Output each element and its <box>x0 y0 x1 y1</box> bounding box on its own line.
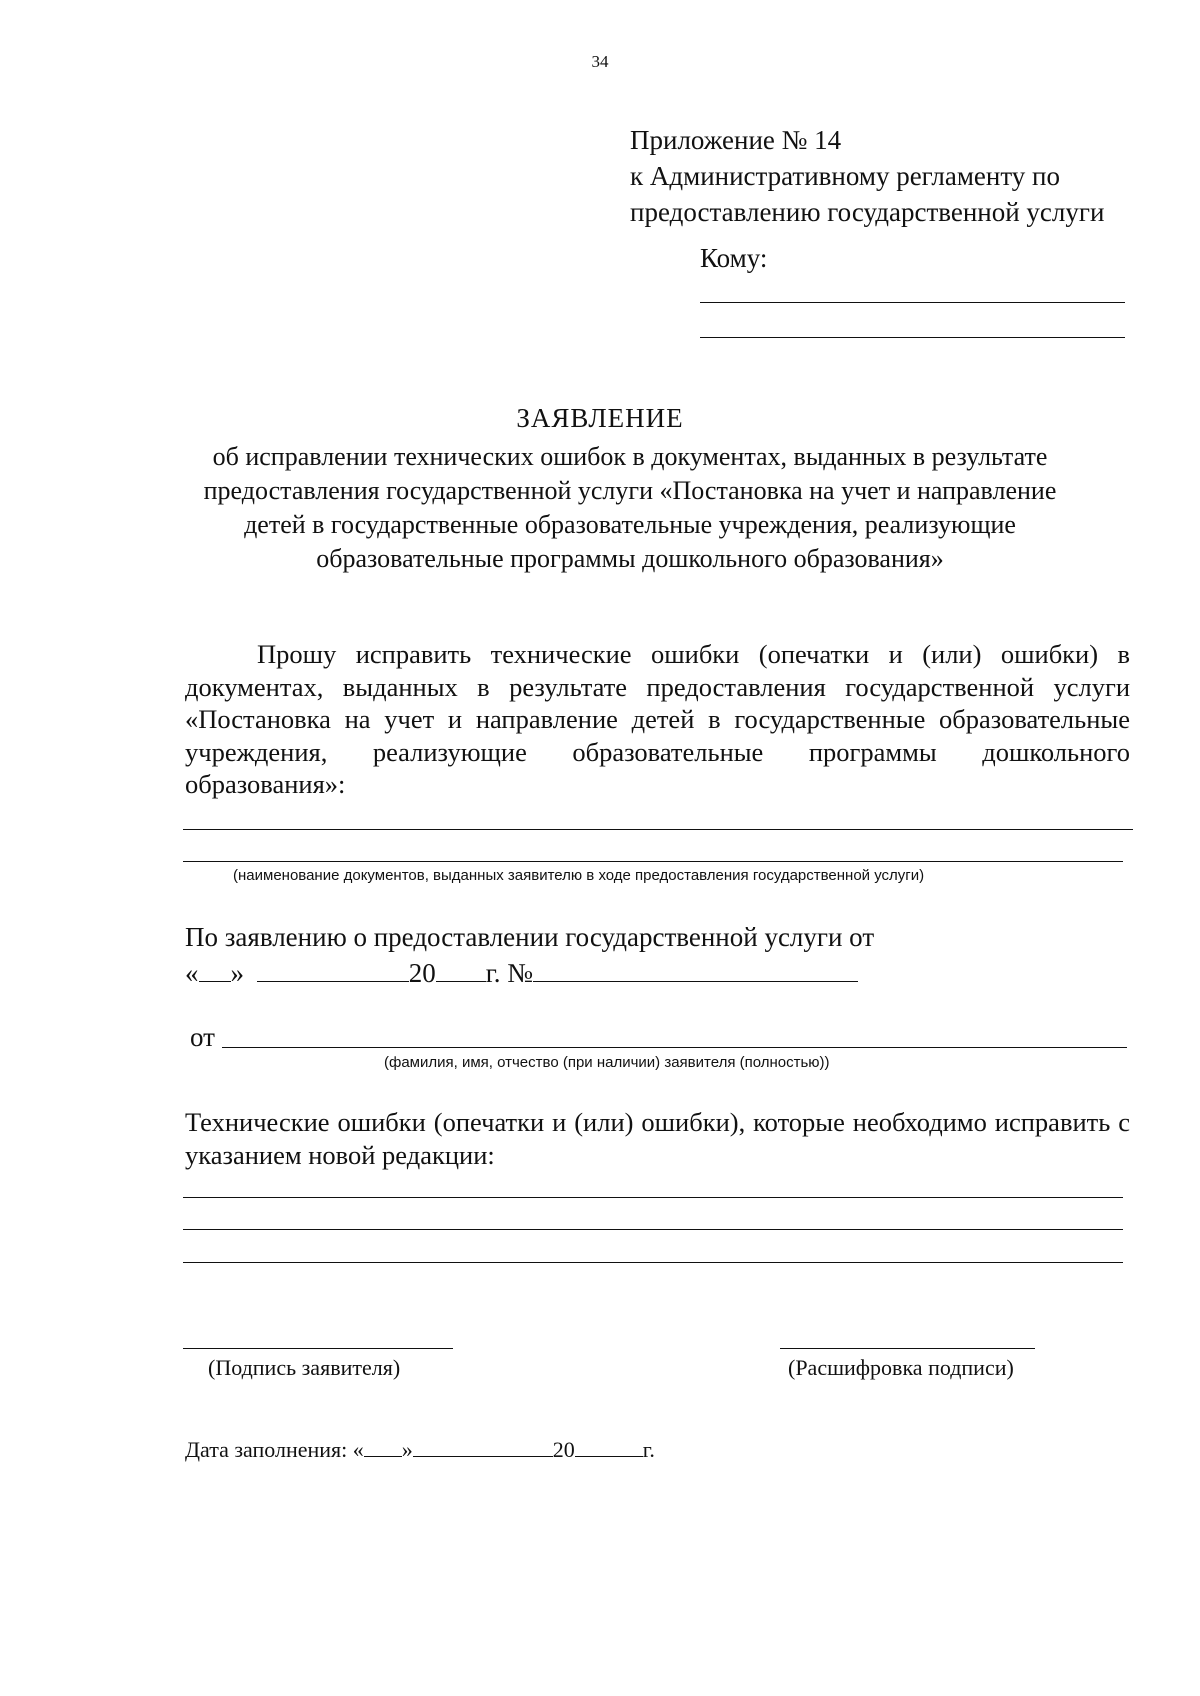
close-quote: » <box>230 958 244 988</box>
document-subtitle <box>150 440 1110 576</box>
subtitle-line-3: детей в государственные образовательные учреждения, реализующие <box>244 510 1016 539</box>
document-title: ЗАЯВЛЕНИЕ <box>516 403 684 433</box>
signature-label: (Подпись заявителя) <box>208 1355 401 1380</box>
fill-date-close-quote: » <box>401 1437 413 1462</box>
recipient-line-2[interactable] <box>700 337 1125 338</box>
application-month-blank[interactable] <box>257 959 409 982</box>
page-number: 34 <box>591 52 609 71</box>
from-line[interactable] <box>222 1047 1127 1048</box>
signature-decoding-line[interactable] <box>780 1348 1035 1349</box>
year-prefix: 20 <box>408 958 436 988</box>
application-day-blank[interactable] <box>199 959 231 982</box>
tech-errors-line-2[interactable] <box>183 1229 1123 1230</box>
year-suffix: г. № <box>485 958 534 988</box>
fill-date-label: Дата заполнения: « <box>185 1437 364 1462</box>
annex-line-3: предоставлению государственной услуги <box>630 197 1105 227</box>
application-number-blank[interactable] <box>533 959 858 982</box>
annex-line-2: к Административному регламенту по <box>630 161 1061 191</box>
subtitle-line-2: предоставления государственной услуги «Постановка на учет и направление <box>203 476 1057 505</box>
recipient-label: Кому: <box>700 243 768 273</box>
fill-date-year-prefix: 20 <box>552 1437 575 1462</box>
annex-line-1: Приложение № 14 <box>630 125 842 155</box>
documents-line-2[interactable] <box>183 861 1123 862</box>
from-label: от <box>190 1022 215 1052</box>
tech-errors-paragraph: Технические ошибки (опечатки и (или) ошибки), которые необходимо исправить с указанием новой редакции: <box>185 1107 1130 1170</box>
fill-date-month-blank[interactable] <box>413 1438 553 1457</box>
documents-line-1[interactable] <box>183 829 1133 830</box>
tech-errors-line-1[interactable] <box>183 1197 1123 1198</box>
signature-line[interactable] <box>183 1348 453 1349</box>
open-quote: « <box>185 958 199 988</box>
recipient-line-1[interactable] <box>700 302 1125 303</box>
tech-errors-line-3[interactable] <box>183 1262 1123 1263</box>
subtitle-line-4: образовательные программы дошкольного образования» <box>316 544 944 573</box>
application-year-blank[interactable] <box>436 959 486 982</box>
fill-date-year-suffix: г. <box>642 1437 655 1462</box>
signature-decoding-label: (Расшифровка подписи) <box>788 1355 1014 1380</box>
fill-date-day-blank[interactable] <box>364 1438 402 1457</box>
application-ref-line-1: По заявлению о предоставлении государственной услуги от <box>185 922 875 952</box>
fill-date-year-blank[interactable] <box>575 1438 643 1457</box>
documents-caption: (наименование документов, выданных заявителю в ходе предоставления государственной услуги) <box>233 867 925 884</box>
fill-date <box>185 1437 655 1463</box>
subtitle-line-1: об исправлении технических ошибок в документах, выданных в результате <box>212 442 1048 471</box>
request-paragraph: Прошу исправить технические ошибки (опечатки и (или) ошибки) в документах, выданных в результате предоставления государственной услуги «Постановка на учет и направление детей в государственные образовательные учреждения, реализующие образовательные программы дошкольного образования»: <box>185 639 1130 799</box>
application-ref-line-2 <box>185 958 858 989</box>
annex-header <box>630 122 1104 230</box>
from-caption: (фамилия, имя, отчество (при наличии) заявителя (полностью)) <box>384 1054 830 1071</box>
